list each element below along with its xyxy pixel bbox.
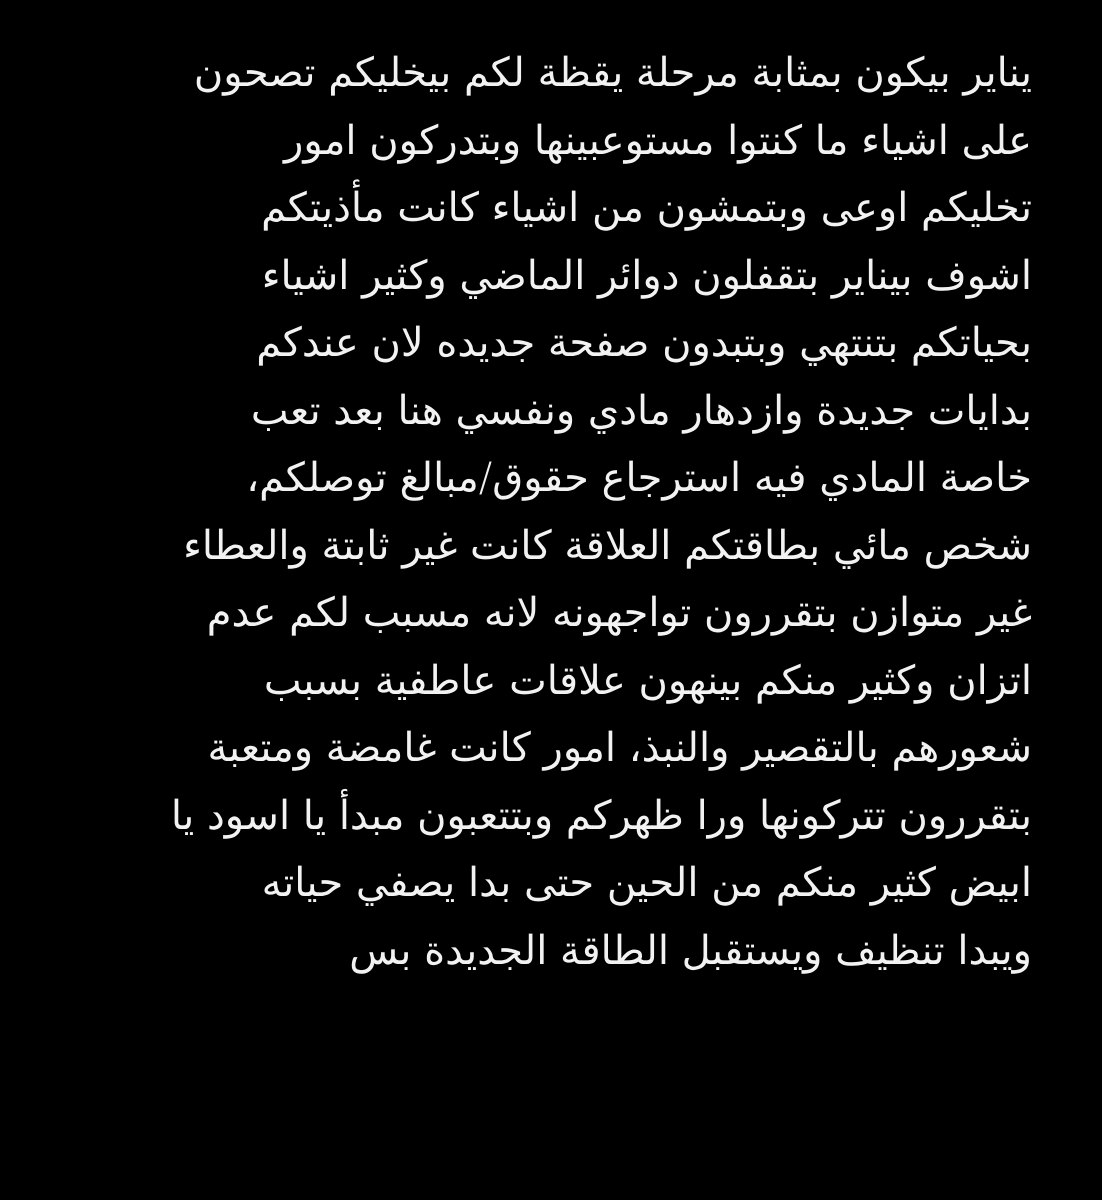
text-line-13: ابيض كثير منكم من الحين حتى بدا يصفي حياته [261,860,1032,906]
text-line-8: شخص مائي بطاقتكم العلاقة كانت غير ثابتة والعطاء [183,522,1032,569]
text-line-3: تخليكم اوعى وبتمشون من اشياء كانت مأذيتكم [261,185,1032,231]
text-line-4: اشوف بيناير بتقفلون دوائر الماضي وكثير اشياء [261,252,1032,299]
text-line-7: خاصة المادي فيه استرجاع حقوق/مبالغ توصلكم، [246,455,1032,501]
post-text-block [60,40,1032,985]
text-line-10: اتزان وكثير منكم بينهون علاقات عاطفية بسبب [263,657,1032,704]
text-line-2: على اشياء ما كنتوا مستوعبينها وبتدركون امور [284,117,1032,164]
text-line-6: بدايات جديدة وازدهار مادي ونفسي هنا بعد تعب [250,387,1032,434]
text-line-5: بحياتكم بتنتهي وبتبدون صفحة جديده لان عندكم [256,320,1032,366]
text-line-14: ويبدا تنظيف ويستقبل الطاقة الجديدة بس [349,927,1032,974]
text-line-1: يناير بيكون بمثابة مرحلة يقظة لكم بيخليكم تصحون [193,50,1032,96]
text-line-9: غير متوازن بتقررون تواجهونه لانه مسبب لكم عدم [206,590,1032,636]
text-line-12: بتقررون تتركونها ورا ظهركم وبتتعبون مبدأ يا اسود يا [170,792,1032,839]
text-line-11: شعورهم بالتقصير والنبذ، امور كانت غامضة ومتعبة [207,725,1032,771]
